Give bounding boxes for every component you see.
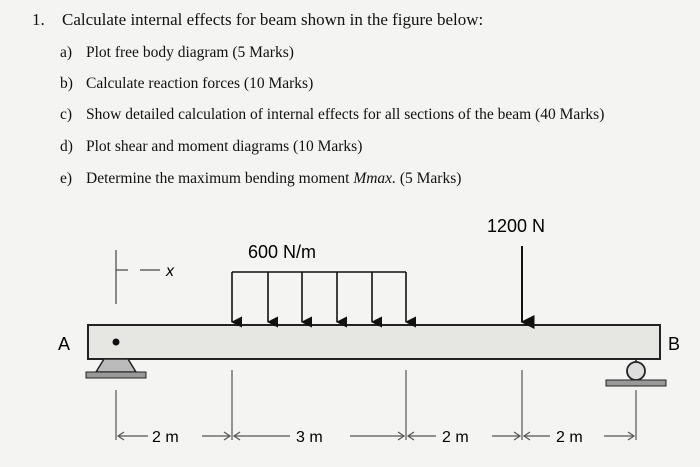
part-e-label: e) [60,170,73,187]
question-number: 1. [32,10,45,29]
span-1-label: 2 m [152,429,179,446]
part-b-label: b) [60,75,73,92]
beam [88,325,660,359]
point-load-label: 1200 N [487,216,546,236]
question-title: Calculate internal effects for beam shown in the figure below: [62,10,484,29]
part-a-text: Plot free body diagram (5 Marks) [86,44,294,61]
span-3-label: 2 m [442,429,469,446]
part-c-label: c) [60,106,73,123]
part-e-mmax: Mmax. [353,170,396,187]
support-a-label: A [58,334,71,354]
beam-dot [113,339,120,346]
roller-support-b [606,359,666,386]
distributed-load-label: 600 N/m [248,242,317,262]
part-c-text: Show detailed calculation of internal effects for all sections of the beam (40 Marks) [86,106,605,123]
part-a-label: a) [60,44,73,61]
part-e-text-before: Determine the maximum bending moment [86,170,354,187]
span-2-label: 3 m [296,429,323,446]
span-4-label: 2 m [556,429,583,446]
pin-support-a [86,359,146,378]
x-label: x [166,263,174,280]
part-d-text: Plot shear and moment diagrams (10 Marks) [86,138,363,155]
part-e-text-after: (5 Marks) [395,170,462,187]
part-d-label: d) [60,138,73,155]
support-b-label: B [668,334,681,354]
x-section-marker [116,250,160,304]
part-b-text: Calculate reaction forces (10 Marks) [86,75,314,92]
distributed-load [232,272,406,322]
